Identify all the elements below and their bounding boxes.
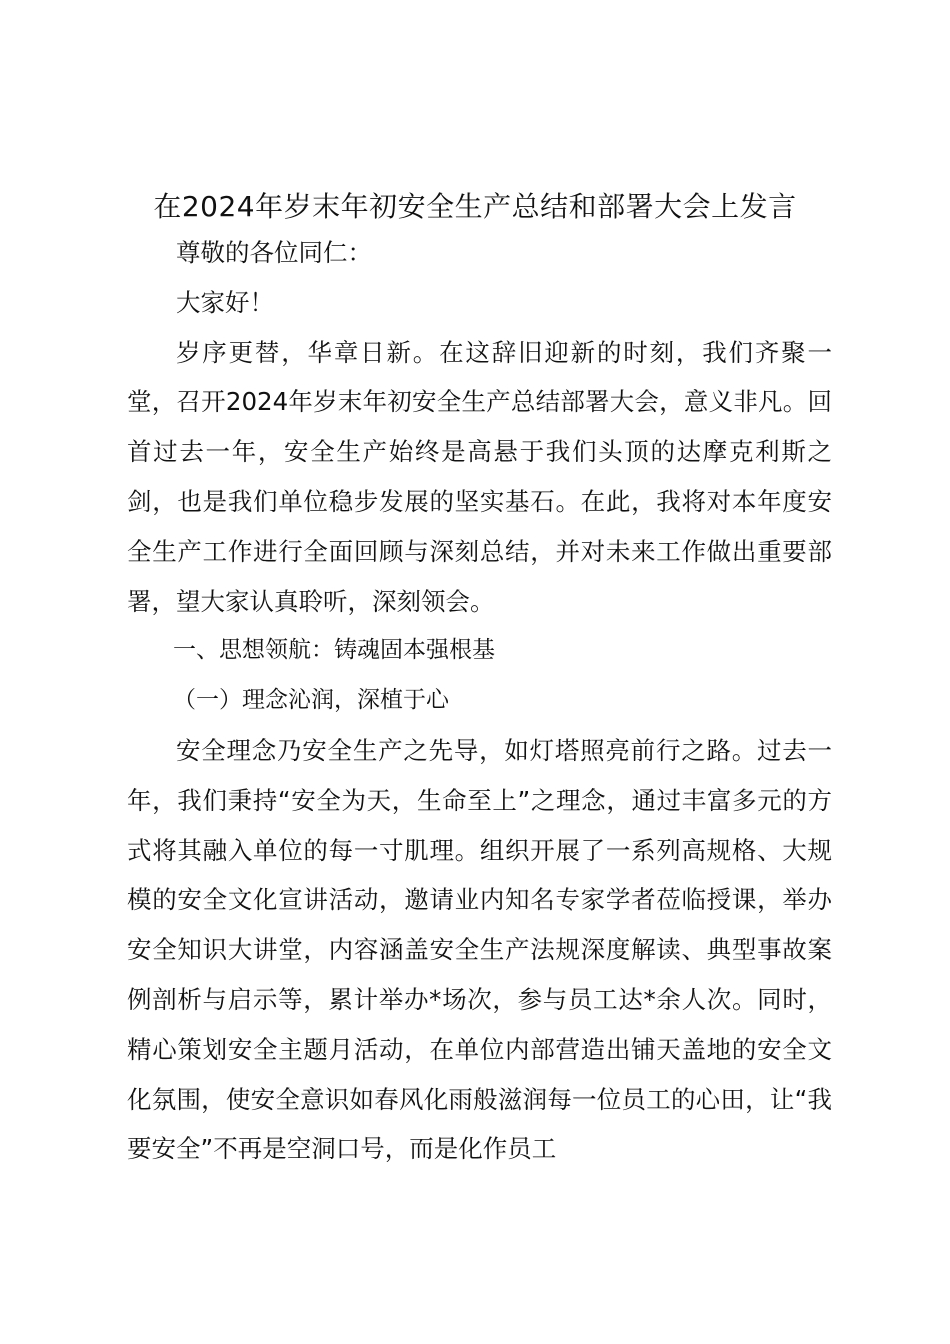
subsection-heading-1: （一）理念沁润，深植于心 bbox=[173, 687, 449, 714]
document-title: 在2024年岁末年初安全生产总结和部署大会上发言 bbox=[153, 190, 797, 223]
section-heading-1: 一、思想领航：铸魂固本强根基 bbox=[173, 637, 495, 664]
section-1-paragraph: 安全理念乃安全生产之先导，如灯塔照亮前行之路。过去一年，我们秉持“安全为天，生命至上”之理念，通过丰富多元的方式将其融入单位的每一寸肌理。组织开展了一系列高规格、大规模的安全文化宣讲活动，邀请业内知名专家学者莅临授课，举办安全知识大讲堂，内容涵盖安全生产法规深度解读、典型事故案例剖析与启示等，累计举办*场次，参与员工达*余人次。同时，精心策划安全主题月活动，在单位内部营造出铺天盖地的安全文化氛围，使安全意识如春风化雨般滋润每一位员工的心田，让“我要安全”不再是空洞口号，而是化作员工 bbox=[127, 735, 832, 1164]
intro-paragraph: 岁序更替，华章日新。在这辞旧迎新的时刻，我们齐聚一堂，召开2024年岁末年初安全生产总结部署大会，意义非凡。回首过去一年，安全生产始终是高悬于我们头顶的达摩克利斯之剑，也是我们单位稳步发展的坚实基石。在此，我将对本年度安全生产工作进行全面回顾与深刻总结，并对未来工作做出重要部署，望大家认真聆听，深刻领会。 bbox=[127, 337, 832, 616]
document-body bbox=[127, 228, 832, 1174]
hello: 大家好！ bbox=[176, 287, 274, 317]
greeting: 尊敬的各位同仁： bbox=[176, 238, 372, 267]
